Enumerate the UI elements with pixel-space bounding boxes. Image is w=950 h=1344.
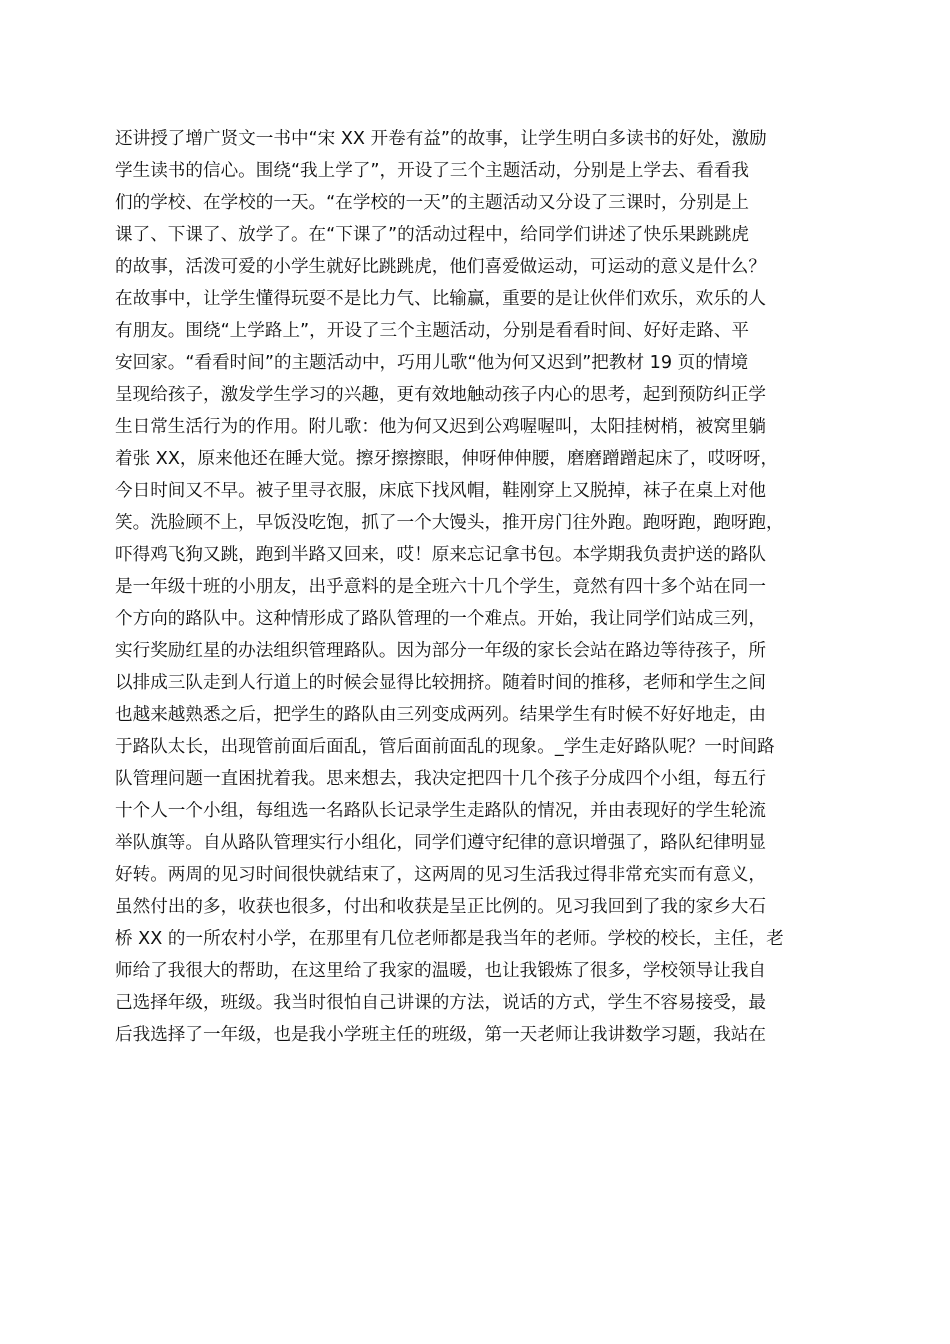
text-line: 队管理问题一直困扰着我。思来想去，我决定把四十几个孩子分成四个小组，每五行 [115, 769, 766, 789]
text-line: 己选择年级，班级。我当时很怕自己讲课的方法，说话的方式，学生不容易接受，最 [115, 993, 766, 1013]
text-line: 师给了我很大的帮助，在这里给了我家的温暖，也让我锻炼了很多，学校领导让我自 [115, 961, 766, 981]
text-line: 呈现给孩子，激发学生学习的兴趣，更有效地触动孩子内心的思考，起到预防纠正学 [115, 385, 766, 405]
text-line: 生日常生活行为的作用。附儿歌：他为何又迟到公鸡喔喔叫，太阳挂树梢，被窝里躺 [115, 417, 766, 437]
text-line: 个方向的路队中。这种情形成了路队管理的一个难点。开始，我让同学们站成三列， [115, 609, 766, 629]
text-line: 十个人一个小组，每组选一名路队长记录学生走路队的情况，并由表现好的学生轮流 [115, 801, 766, 821]
text-line: 是一年级十班的小朋友，出乎意料的是全班六十几个学生，竟然有四十多个站在同一 [115, 577, 766, 597]
text-line: 后我选择了一年级，也是我小学班主任的班级，第一天老师让我讲数学习题，我站在 [115, 1025, 766, 1045]
text-line: 实行奖励红星的办法组织管理路队。因为部分一年级的家长会站在路边等待孩子，所 [115, 641, 766, 661]
text-line: 以排成三队走到人行道上的时候会显得比较拥挤。随着时间的推移，老师和学生之间 [115, 673, 766, 693]
text-line: 好转。两周的见习时间很快就结束了，这两周的见习生活我过得非常充实而有意义， [115, 865, 766, 885]
text-line: 着张 XX，原来他还在睡大觉。擦牙擦擦眼，伸呀伸伸腰，磨磨蹭蹭起床了，哎呀呀， [115, 449, 779, 469]
body-text [115, 123, 837, 1051]
text-line: 们的学校、在学校的一天。“在学校的一天”的主题活动又分设了三课时，分别是上 [115, 193, 750, 213]
text-line: 也越来越熟悉之后，把学生的路队由三列变成两列。结果学生有时候不好好地走，由 [115, 705, 766, 725]
text-line: 今日时间又不早。被子里寻衣服，床底下找风帽，鞋刚穿上又脱掉，袜子在桌上对他 [115, 481, 766, 501]
text-line: 举队旗等。自从路队管理实行小组化，同学们遵守纪律的意识增强了，路队纪律明显 [115, 833, 766, 853]
text-line: 有朋友。围绕“上学路上”，开设了三个主题活动，分别是看看时间、好好走路、平 [115, 321, 750, 341]
text-line: 吓得鸡飞狗又跳，跑到半路又回来，哎！原来忘记拿书包。本学期我负责护送的路队 [115, 545, 766, 565]
text-line: 于路队太长，出现管前面后面乱，管后面前面乱的现象。_学生走好路队呢？一时间路 [115, 737, 775, 757]
text-line: 的故事，活泼可爱的小学生就好比跳跳虎，他们喜爱做运动，可运动的意义是什么？ [115, 257, 766, 277]
text-line: 笑。洗脸顾不上，早饭没吃饱，抓了一个大馒头，推开房门往外跑。跑呀跑，跑呀跑， [115, 513, 784, 533]
text-line: 学生读书的信心。围绕“我上学了”，开设了三个主题活动，分别是上学去、看看我 [115, 161, 750, 181]
text-line: 桥 XX 的一所农村小学，在那里有几位老师都是我当年的老师。学校的校长，主任，老 [115, 929, 784, 949]
text-line: 还讲授了增广贤文一书中“宋 XX 开卷有益”的故事，让学生明白多读书的好处，激励 [115, 129, 767, 149]
text-line: 安回家。“看看时间”的主题活动中，巧用儿歌“他为何又迟到”把教材 19 页的情境 [115, 353, 749, 373]
text-line: 在故事中，让学生懂得玩耍不是比力气、比输赢，重要的是让伙伴们欢乐，欢乐的人 [115, 289, 766, 309]
text-line: 课了、下课了、放学了。在“下课了”的活动过程中，给同学们讲述了快乐果跳跳虎 [115, 225, 750, 245]
text-line: 虽然付出的多，收获也很多，付出和收获是呈正比例的。见习我回到了我的家乡大石 [115, 897, 766, 917]
